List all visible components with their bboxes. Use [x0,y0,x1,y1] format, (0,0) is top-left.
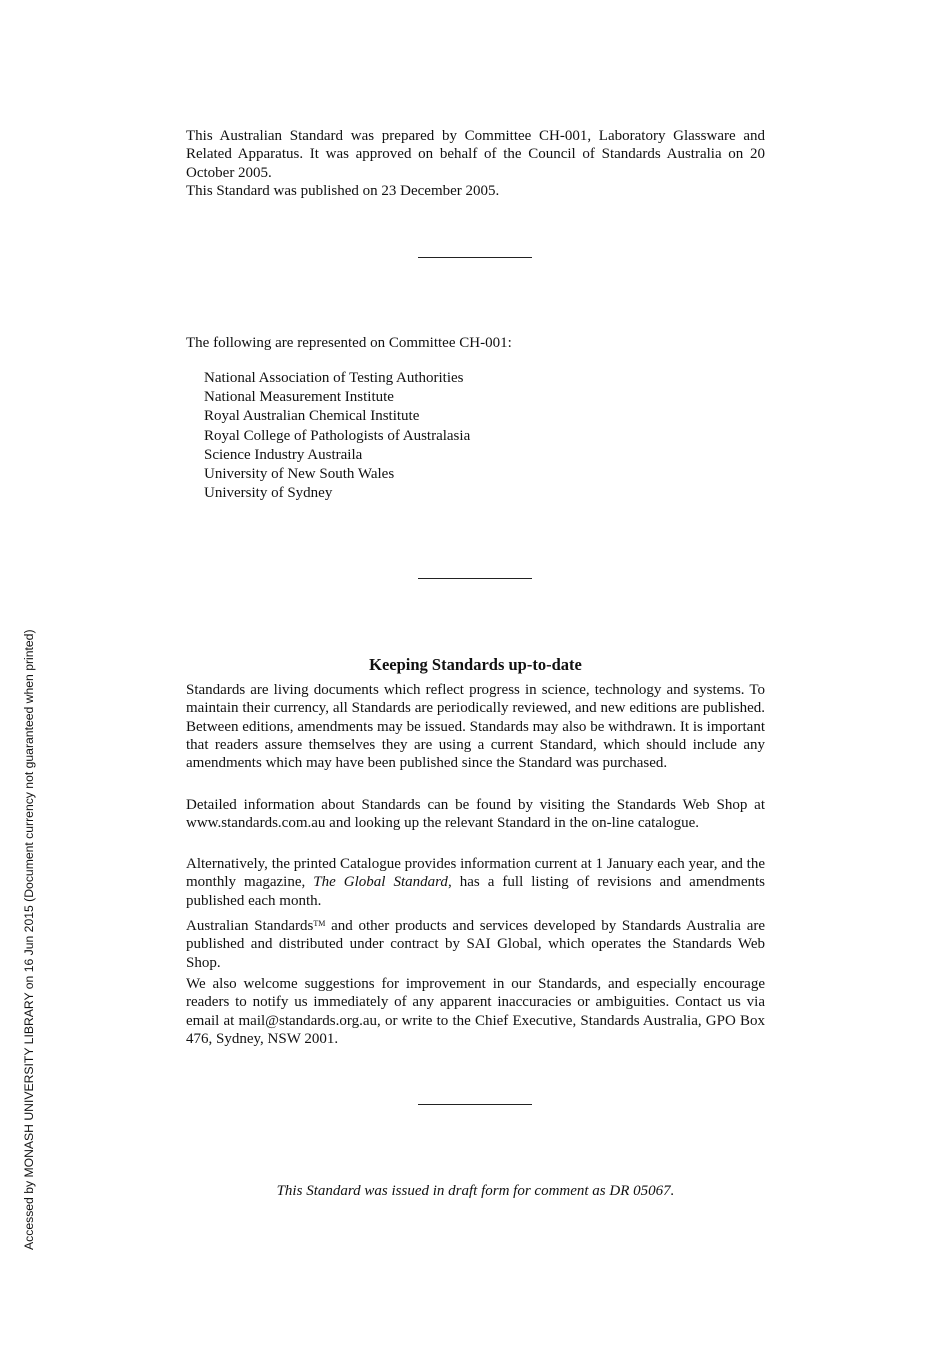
web-shop-paragraph: Detailed information about Standards can be found by visiting the Standards Web Shop at www.standards.com.au and looking up the relevant Standard in the on-line catalogue. [186,797,765,832]
catalogue-paragraph [186,855,765,910]
section-heading: Keeping Standards up-to-date [369,655,582,674]
publication-date-text: This Standard was published on 23 December 2005. [186,182,500,199]
divider-rule [418,1104,532,1105]
list-item: National Measurement Institute [204,389,394,406]
preparation-paragraph [186,127,765,200]
catalogue-text-end: , has a full listing of revisions and amendments published each month. [186,874,765,909]
catalogue-text-start: Alternatively, the printed Catalogue provides information current at 1 January each year, and the monthly magazine, [186,856,765,891]
suggestions-paragraph: We also welcome suggestions for improvement in our Standards, and especially encourage readers to notify us immediately of any apparent inaccuracies or ambiguities. Contact us via email at mail@standards.org.au, or write to the Chief Executive, Standards Australia, GPO Box 476, Sydney, NSW 2001. [186,976,765,1047]
list-item: Royal Australian Chemical Institute [204,408,420,425]
magazine-title: The Global Standard [313,874,448,891]
divider-rule [418,257,532,258]
access-watermark: Accessed by MONASH UNIVERSITY LIBRARY on 16 Jun 2015 (Document currency not guaranteed when printed) [22,629,36,1250]
list-item: Science Industry Austraila [204,446,363,463]
trademark-mark: TM [313,919,326,928]
divider-rule [418,578,532,579]
draft-note: This Standard was issued in draft form for comment as DR 05067. [276,1183,675,1199]
distribution-paragraph [186,915,765,972]
committee-member-list [204,369,470,503]
living-documents-paragraph: Standards are living documents which reflect progress in science, technology and systems. To maintain their currency, all Standards are periodically reviewed, and new editions are published. Between editions, amendments may be issued. Standards may also be withdrawn. It is important that readers assure themselves they are using a current Standard, which should include any amendments which may have been published since the Standard was purchased. [186,682,765,772]
list-item: University of Sydney [204,485,333,502]
list-item: University of New South Wales [204,466,395,483]
distribution-text-start: Australian Standards [186,918,314,934]
preparation-text: This Australian Standard was prepared by Committee CH-001, Laboratory Glassware and Related Apparatus. It was approved on behalf of the Council of Standards Australia on 20 October 2005. [186,128,765,181]
distribution-text-end: and other products and services developed by Standards Australia are published and distributed under contract by SAI Global, which operates the Standards Web Shop. [186,918,766,971]
list-item: National Association of Testing Authorities [204,370,464,386]
committee-intro: The following are represented on Committee CH-001: [186,335,512,351]
list-item: Royal College of Pathologists of Australasia [204,427,471,444]
